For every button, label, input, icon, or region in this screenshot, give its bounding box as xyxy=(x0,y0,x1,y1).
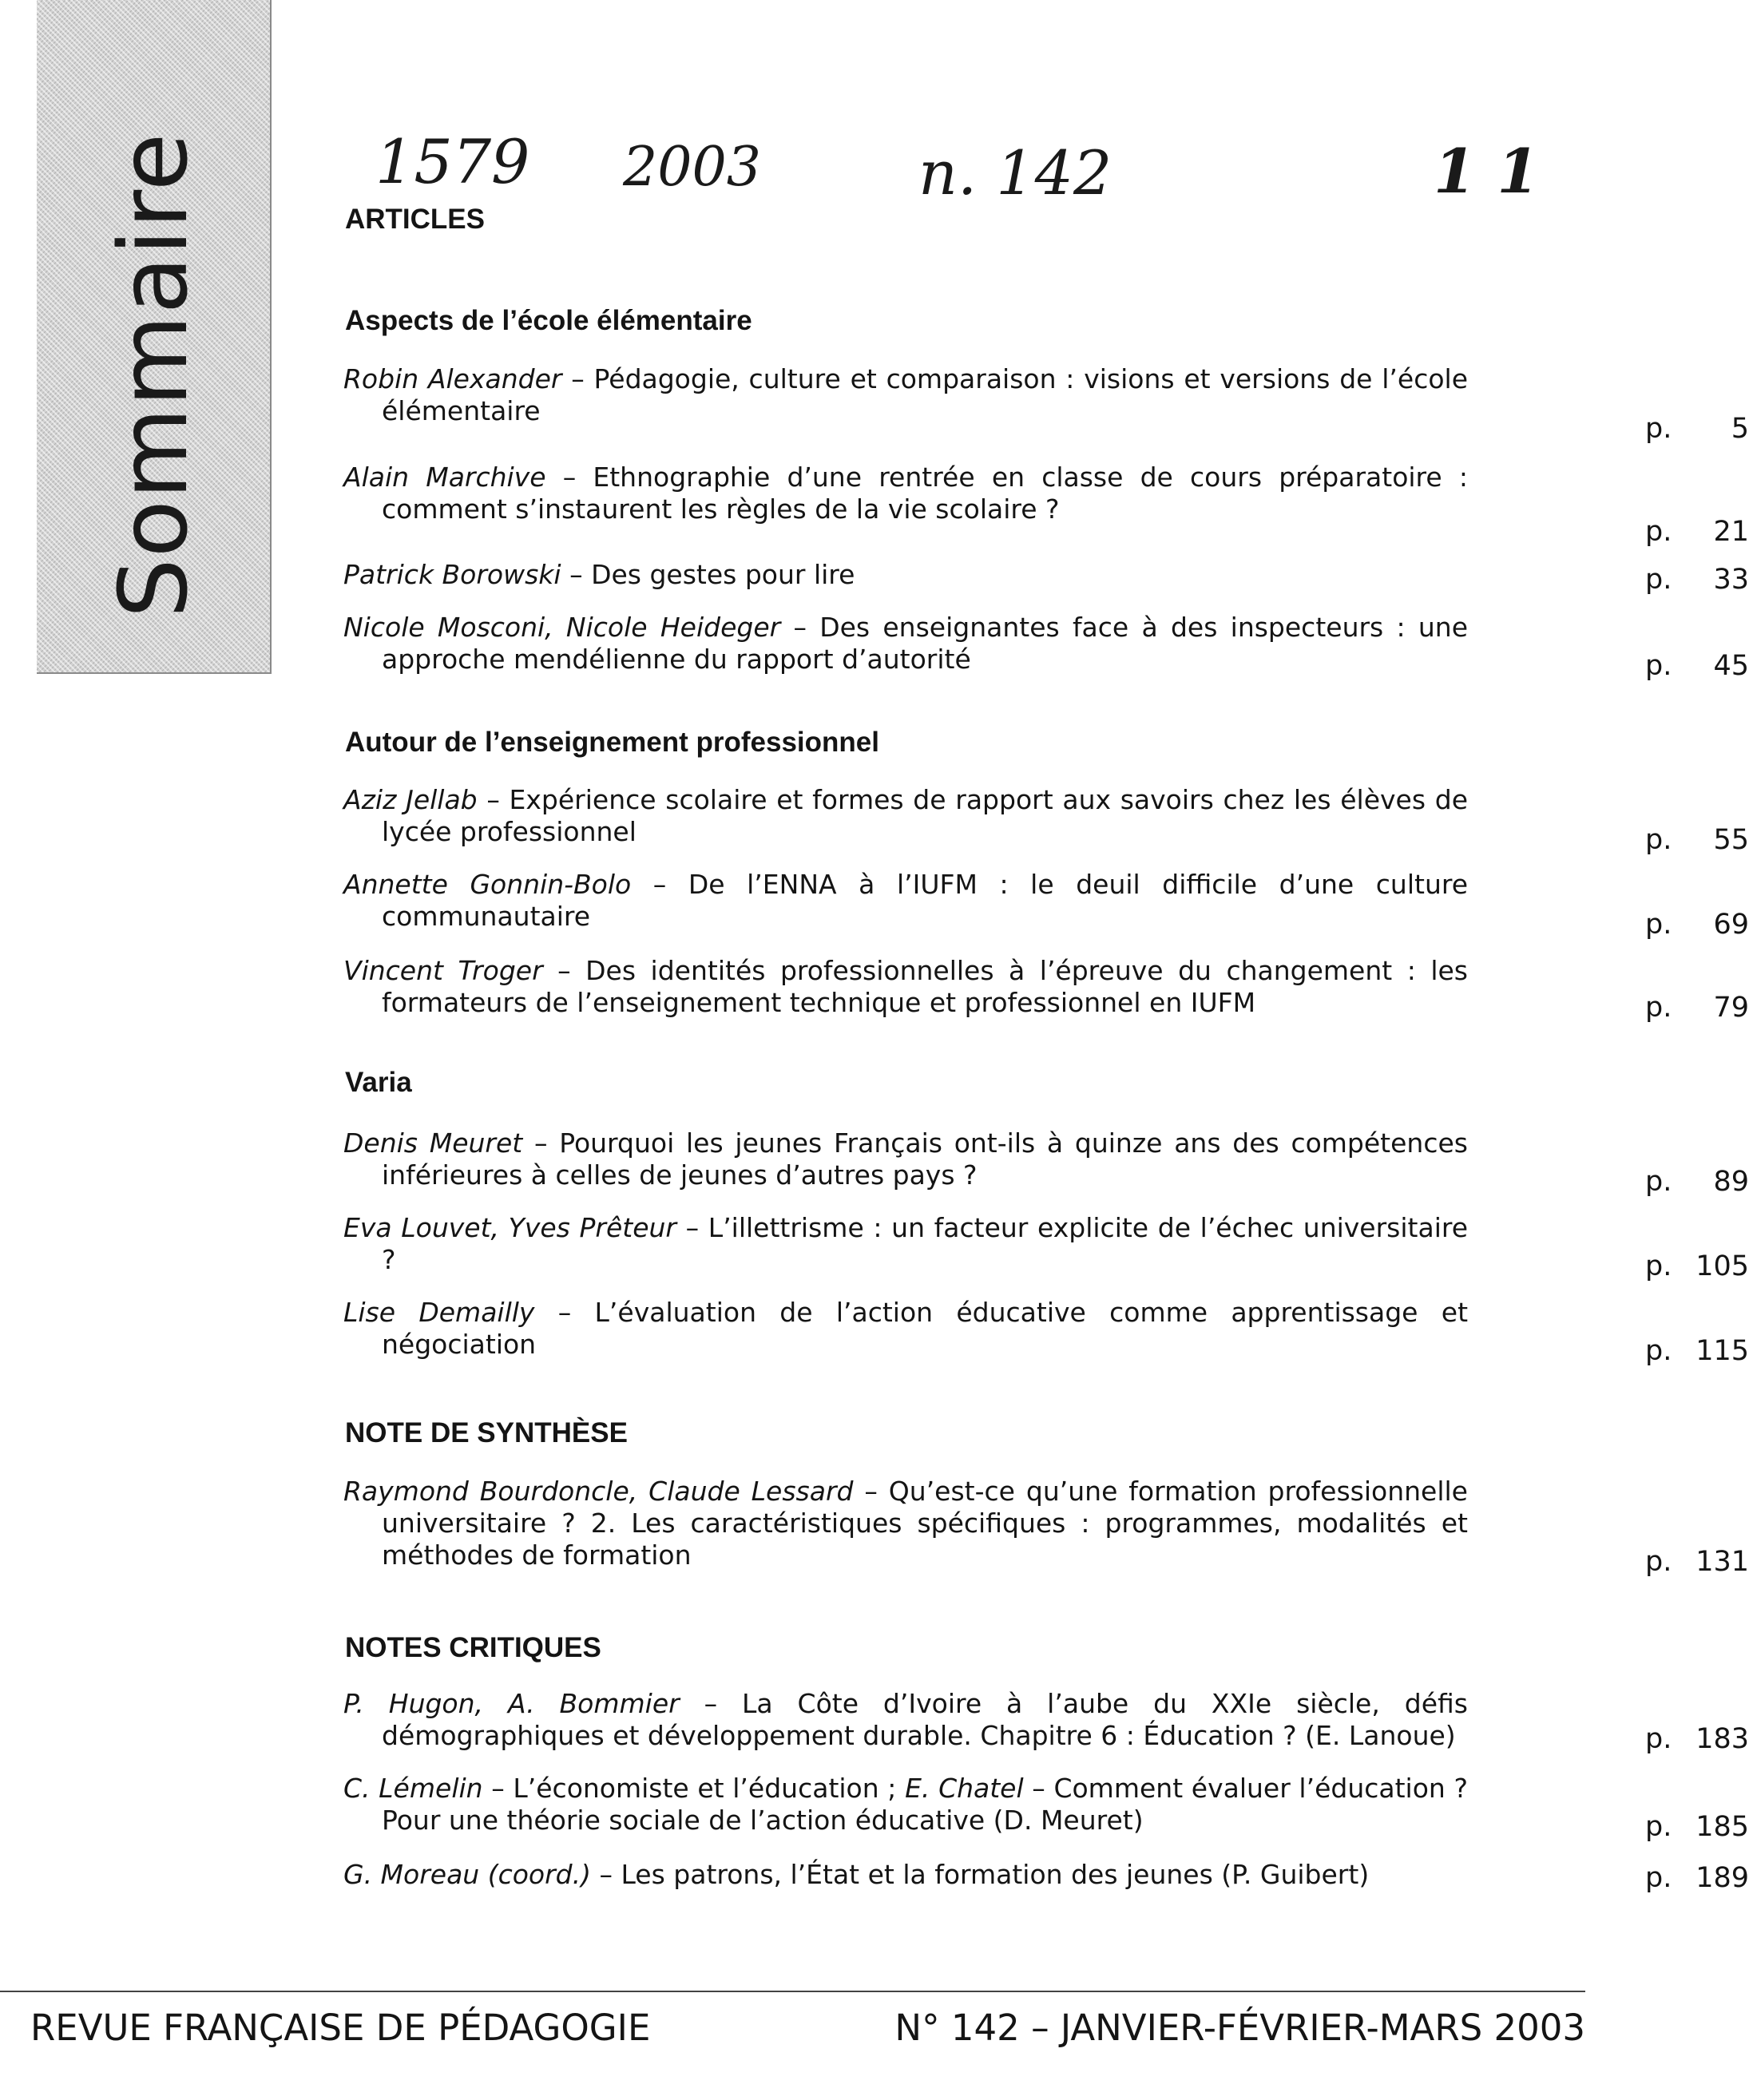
toc-entry[interactable] xyxy=(343,612,1749,699)
section-heading-articles: ARTICLES xyxy=(345,204,485,235)
entry-title: – Des identités professionnelles à l’épreuve du changement : les formateurs de l’enseignement technique et professionnel en IUFM xyxy=(382,955,1468,1018)
entry-title: – Expérience scolaire et formes de rapport aux savoirs chez les élèves de lycée professionnel xyxy=(382,784,1469,847)
entry-text xyxy=(343,612,1468,676)
entry-title: – Ethnographie d’une rentrée en classe de cours préparatoire : comment s’instaurent les règles de la vie scolaire ? xyxy=(382,462,1468,525)
entry-text xyxy=(343,869,1468,933)
toc-entry[interactable] xyxy=(343,363,1749,451)
entry-page-ref xyxy=(1645,516,1749,548)
entry-title: – Pourquoi les jeunes Français ont-ils à quinze ans des compétences inférieures à celles de jeunes d’autres pays ? xyxy=(382,1127,1468,1191)
entry-page-ref xyxy=(1645,1335,1749,1367)
page-number: 183 xyxy=(1695,1723,1749,1755)
entry-author: Raymond Bourdoncle, Claude Lessard xyxy=(343,1476,854,1507)
subsection-heading-pro: Autour de l’enseignement professionnel xyxy=(345,727,879,758)
handwritten-ref-number: 1579 xyxy=(375,126,530,197)
toc-entry[interactable] xyxy=(343,955,1749,1043)
page-number: 79 xyxy=(1713,992,1749,1024)
page-prefix: p. xyxy=(1645,1335,1672,1367)
page-number: 105 xyxy=(1695,1250,1749,1282)
subsection-heading-varia: Varia xyxy=(345,1067,412,1098)
sidebar-panel xyxy=(37,0,272,674)
entry-text xyxy=(343,955,1468,1019)
entry-text xyxy=(343,559,1468,591)
toc-entry[interactable] xyxy=(343,559,1749,599)
toc-entry[interactable] xyxy=(343,1773,1749,1860)
entry-text xyxy=(343,1212,1468,1276)
page-prefix: p. xyxy=(1645,1723,1672,1755)
entry-text xyxy=(343,1773,1468,1837)
entry-title: – Des gestes pour lire xyxy=(561,559,855,590)
page-prefix: p. xyxy=(1645,1862,1672,1894)
page-number: 115 xyxy=(1695,1335,1749,1367)
page-number: 131 xyxy=(1695,1546,1749,1578)
entry-author: Lise Demailly xyxy=(343,1297,535,1328)
entry-author: Annette Gonnin-Bolo xyxy=(343,869,632,900)
page-number: 69 xyxy=(1713,909,1749,941)
toc-entry[interactable] xyxy=(343,869,1749,957)
page-number: 189 xyxy=(1695,1862,1749,1894)
toc-entry[interactable] xyxy=(343,1297,1749,1385)
entry-title: – L’économiste et l’éducation ; xyxy=(482,1773,906,1804)
page-prefix: p. xyxy=(1645,1811,1672,1843)
page-number: 5 xyxy=(1731,413,1749,445)
page-number: 185 xyxy=(1695,1811,1749,1843)
entry-title: – Qu’est-ce qu’une formation professionnelle universitaire ? 2. Les caractéristiques spécifiques : programmes, modalités et méthodes de formation xyxy=(382,1476,1468,1571)
handwritten-mark: 1 1 xyxy=(1434,136,1540,207)
entry-text xyxy=(343,1859,1468,1891)
entry-text xyxy=(343,1476,1468,1571)
entry-page-ref xyxy=(1645,564,1749,596)
entry-title: – Les patrons, l’État et la formation des jeunes (P. Guibert) xyxy=(591,1859,1370,1890)
entry-text xyxy=(343,1688,1468,1752)
page-prefix: p. xyxy=(1645,650,1672,682)
page-number: 33 xyxy=(1713,564,1749,596)
subsection-heading-ecole: Aspects de l’école élémentaire xyxy=(345,305,752,336)
toc-entry[interactable] xyxy=(343,1688,1749,1776)
entry-author: Robin Alexander xyxy=(343,363,562,394)
entry-page-ref xyxy=(1645,413,1749,445)
page-prefix: p. xyxy=(1645,909,1672,941)
entry-page-ref xyxy=(1645,992,1749,1024)
entry-text xyxy=(343,1127,1468,1191)
page-number: 21 xyxy=(1713,516,1749,548)
handwritten-issue: n. 142 xyxy=(918,137,1112,208)
footer-divider xyxy=(0,1991,1585,1992)
entry-author: Nicole Mosconi, Nicole Heideger xyxy=(343,612,781,643)
entry-author: Alain Marchive xyxy=(343,462,546,493)
footer-journal-name: REVUE FRANÇAISE DE PÉDAGOGIE xyxy=(30,2007,651,2049)
entry-text xyxy=(343,363,1468,427)
page-prefix: p. xyxy=(1645,413,1672,445)
entry-title: – De l’ENNA à l’IUFM : le deuil difficile d’une culture communautaire xyxy=(382,869,1469,932)
entry-text xyxy=(343,462,1468,525)
entry-page-ref xyxy=(1645,909,1749,941)
page-number: 55 xyxy=(1713,824,1749,856)
entry-page-ref xyxy=(1645,1546,1749,1578)
page-prefix: p. xyxy=(1645,1546,1672,1578)
sidebar-title: Sommaire xyxy=(98,132,208,619)
handwritten-year: 2003 xyxy=(623,136,762,199)
section-heading-notes-critiques: NOTES CRITIQUES xyxy=(345,1632,601,1663)
entry-title: – Pédagogie, culture et comparaison : visions et versions de l’école élémentaire xyxy=(382,363,1468,426)
entry-text xyxy=(343,1297,1468,1361)
page-prefix: p. xyxy=(1645,1250,1672,1282)
entry-title: – L’évaluation de l’action éducative comme apprentissage et négociation xyxy=(382,1297,1469,1360)
toc-entry[interactable] xyxy=(343,784,1749,872)
page-prefix: p. xyxy=(1645,564,1672,596)
page-prefix: p. xyxy=(1645,992,1672,1024)
entry-author: Eva Louvet, Yves Prêteur xyxy=(343,1212,676,1243)
section-heading-note-synthese: NOTE DE SYNTHÈSE xyxy=(345,1417,628,1448)
page-prefix: p. xyxy=(1645,1166,1672,1198)
entry-page-ref xyxy=(1645,824,1749,856)
entry-author: Patrick Borowski xyxy=(343,559,561,590)
page-number: 45 xyxy=(1713,650,1749,682)
page-prefix: p. xyxy=(1645,516,1672,548)
entry-page-ref xyxy=(1645,1811,1749,1843)
toc-entry[interactable] xyxy=(343,1476,1749,1595)
entry-author: Vincent Troger xyxy=(343,955,543,986)
page-prefix: p. xyxy=(1645,824,1672,856)
entry-author: Aziz Jellab xyxy=(343,784,478,815)
entry-author: Denis Meuret xyxy=(343,1127,523,1159)
entry-author-2: E. Chatel xyxy=(905,1773,1024,1804)
toc-entry[interactable] xyxy=(343,1127,1749,1215)
entry-author: P. Hugon, A. Bommier xyxy=(343,1688,680,1719)
entry-title: – Des enseignantes face à des inspecteurs : une approche mendélienne du rapport d’autorité xyxy=(382,612,1469,675)
toc-entry[interactable] xyxy=(343,1212,1749,1300)
toc-entry[interactable] xyxy=(343,462,1749,549)
entry-page-ref xyxy=(1645,650,1749,682)
page-number: 89 xyxy=(1713,1166,1749,1198)
entry-author: G. Moreau (coord.) xyxy=(343,1859,591,1890)
entry-page-ref xyxy=(1645,1166,1749,1198)
entry-page-ref xyxy=(1645,1862,1749,1894)
entry-title: – La Côte d’Ivoire à l’aube du XXIe siècle, défis démographiques et développement durable. Chapitre 6 : Éducation ? (E. Lanoue) xyxy=(382,1688,1468,1751)
toc-entry[interactable] xyxy=(343,1859,1749,1899)
entry-page-ref xyxy=(1645,1250,1749,1282)
entry-title-2: – Comment évaluer l’éducation ? Pour une théorie sociale de l’action éducative (D. Meuret) xyxy=(382,1773,1468,1836)
entry-author: C. Lémelin xyxy=(343,1773,483,1804)
entry-title: – L’illettrisme : un facteur explicite de l’échec universitaire ? xyxy=(382,1212,1469,1275)
footer-issue-info: N° 142 – JANVIER-FÉVRIER-MARS 2003 xyxy=(894,2007,1585,2049)
entry-text xyxy=(343,784,1468,848)
entry-page-ref xyxy=(1645,1723,1749,1755)
